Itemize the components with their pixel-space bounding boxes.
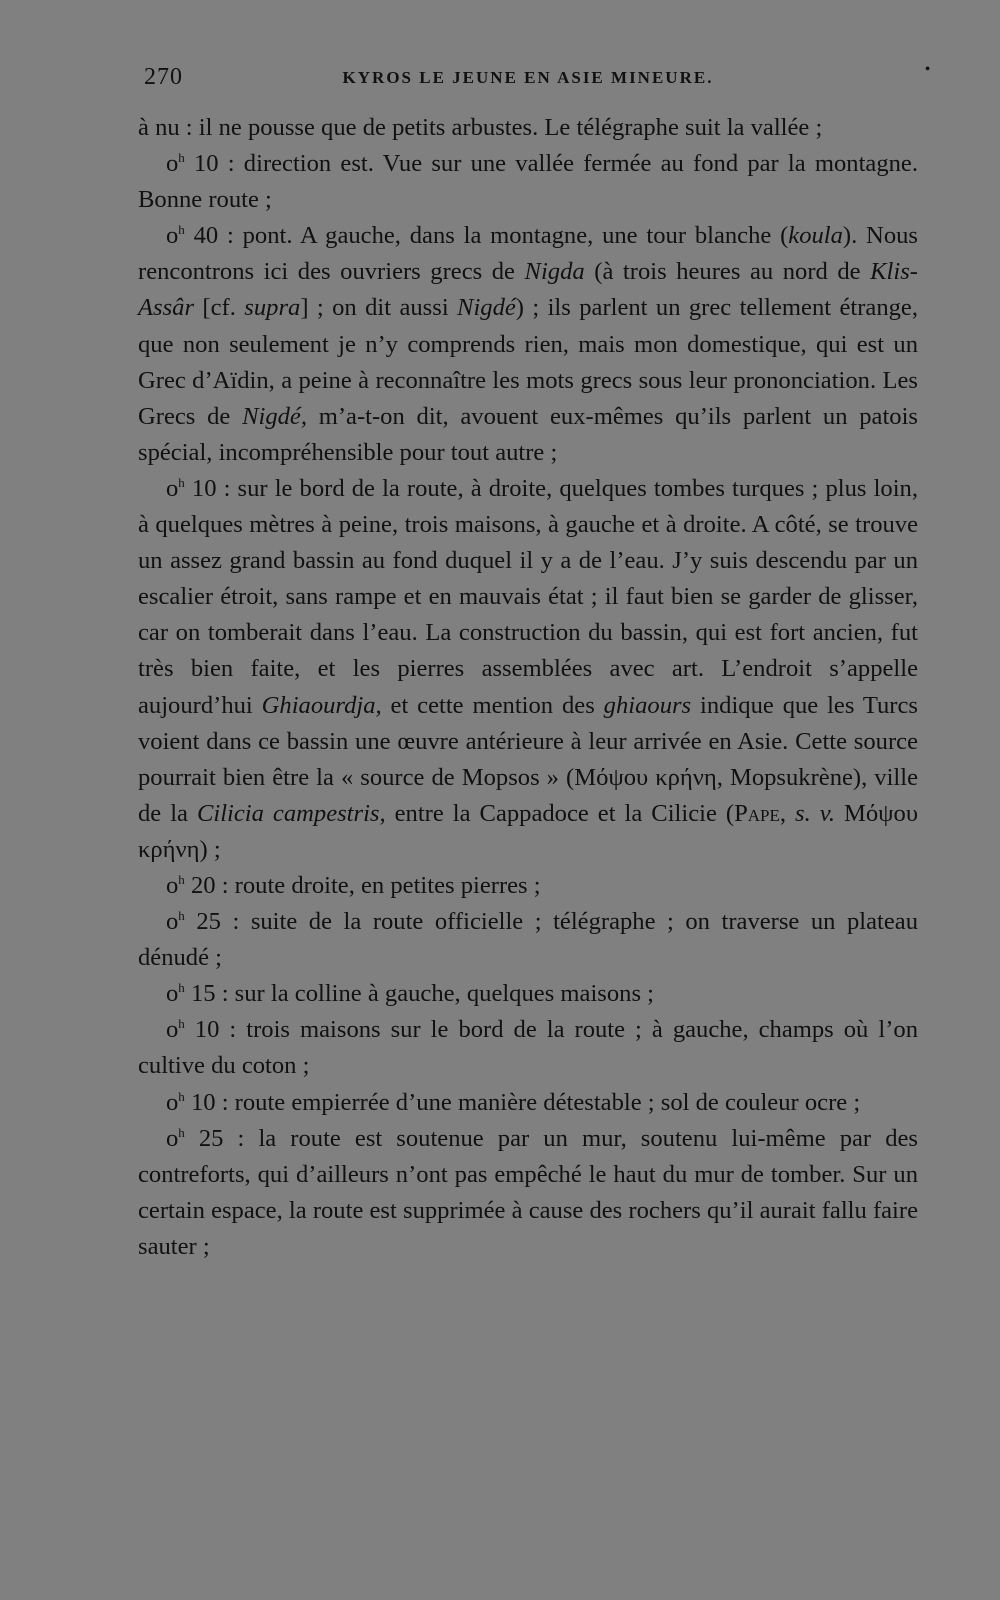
text-run: o	[166, 980, 179, 1008]
text-run: [cf.	[194, 294, 245, 322]
running-title: KYROS LE JEUNE EN ASIE MINEURE.	[342, 68, 714, 87]
itinerary-entry	[138, 1085, 918, 1121]
itinerary-entry	[138, 471, 918, 868]
text-run: o	[166, 150, 179, 178]
itinerary-entry	[138, 904, 918, 976]
italic-term: s. v.	[795, 799, 835, 827]
text-run: m’a-t-on dit, avouent eux-mêmes qu’ils parlent un patois spécial, incompréhensible pour tout autre ;	[138, 402, 918, 466]
text-run: 25 : suite de la route officielle ; télégraphe ; on traverse un plateau dénudé ;	[138, 908, 918, 972]
text-run: 10 : sur le bord de la route, à droite, quelques tombes turques ; plus loin, à quelques mètres à peine, trois maisons, à gauche et à droite. A côté, se trouve un assez grand bassin au fond duquel il y a de l’eau. J’y suis descendu par un escalier étroit, sans rampe et en mauvais état ; il faut bien se garder de glisser, car on tomberait dans l’eau. La construction du bassin, qui est fort ancien, fut très bien faite, et les pierres assemblées avec art. L’endroit s’appelle aujourd’hui	[138, 474, 918, 719]
text-run: 40 : pont. A gauche, dans la montagne, une tour blanche (	[184, 222, 789, 250]
text-run: et cette mention des	[381, 691, 604, 719]
text-run: Pape	[734, 799, 780, 827]
text-run: ,	[779, 799, 796, 827]
text-run: ] ; on dit aussi	[300, 294, 458, 322]
hour-superscript: h	[178, 1124, 185, 1140]
italic-term: koula	[788, 222, 843, 250]
itinerary-entry	[138, 1012, 918, 1084]
text-run: 10 : trois maisons sur le bord de la route ; à gauche, champs où l’on cultive du coton ;	[138, 1016, 918, 1080]
text-run: 10 : direction est. Vue sur une vallée fermée au fond par la montagne. Bonne route ;	[138, 150, 918, 214]
text-run: ). Nous rencontrons ici des ouvriers grecs de	[138, 222, 918, 286]
text-run: ) ; ils parlent un grec tellement étrange, que non seulement je n’y comprends rien, mais mon domestique, qui est un Grec d’Aïdin, a peine à reconnaître les mots grecs sous leur prononciation. Les Grecs de	[138, 294, 918, 430]
text-run: 10 : route empierrée d’une manière détestable ; sol de couleur ocre ;	[184, 1088, 861, 1116]
page-header	[140, 62, 930, 94]
page-number: 270	[144, 64, 183, 90]
itinerary-entry	[138, 146, 918, 218]
hour-superscript: h	[178, 908, 185, 924]
hour-superscript: h	[178, 980, 185, 996]
text-run: 20 : route droite, en petites pierres ;	[184, 871, 541, 899]
text-run: 25 : la route est soutenue par un mur, soutenu lui-même par des contreforts, qui d’ailleurs n’ont pas empêché le haut du mur de tomber. Sur un certain espace, la route est supprimée à cause des rochers qu’il aurait fallu faire sauter ;	[138, 1124, 918, 1260]
itinerary-entry	[138, 218, 918, 471]
hour-superscript: h	[178, 474, 185, 490]
italic-term: Nigdé,	[242, 402, 307, 430]
italic-term: ghiaours	[603, 691, 692, 719]
italic-term: Nigdé	[457, 294, 516, 322]
hour-superscript: h	[178, 1016, 185, 1032]
italic-term: Nigda	[524, 258, 585, 286]
text-run: o	[166, 871, 179, 899]
text-run: indique que les Turcs voient dans ce bassin une œuvre antérieure à leur arrivée en Asie. Cette source pourrait bien être la « source de Mopsos » (Μόψου κρήνη, Mopsukrène), ville de la	[138, 691, 918, 827]
text-run: Μόψου κρήνη) ;	[138, 799, 919, 863]
itinerary-entry	[138, 868, 918, 904]
text-run: à nu : il ne pousse que de petits arbustes. Le télégraphe suit la vallée ;	[138, 114, 823, 141]
hour-superscript: h	[178, 222, 185, 238]
text-run: o	[166, 908, 179, 936]
itinerary-entry	[138, 1121, 918, 1265]
text-run: 15 : sur la colline à gauche, quelques maisons ;	[184, 980, 655, 1008]
itinerary-entry	[138, 976, 918, 1012]
text-run: entre la Cappadoce et la Cilicie (	[385, 799, 735, 827]
hour-superscript: h	[178, 150, 185, 166]
text-run: o	[166, 474, 179, 502]
italic-term: Klis-Assâr	[138, 258, 918, 322]
body-text	[138, 110, 918, 1265]
text-run: o	[166, 1124, 179, 1152]
printer-mark: •	[925, 62, 930, 77]
paragraph-continuation	[138, 110, 918, 146]
text-run: o	[166, 1016, 179, 1044]
text-run: o	[166, 222, 179, 250]
text-run: o	[166, 1088, 179, 1116]
italic-term: supra	[244, 294, 301, 322]
hour-superscript: h	[178, 1088, 185, 1104]
hour-superscript: h	[178, 871, 185, 887]
italic-term: Ghiaourdja,	[261, 691, 382, 719]
text-run: (à trois heures au nord de	[584, 258, 871, 286]
italic-term: Cilicia campestris,	[196, 799, 386, 827]
